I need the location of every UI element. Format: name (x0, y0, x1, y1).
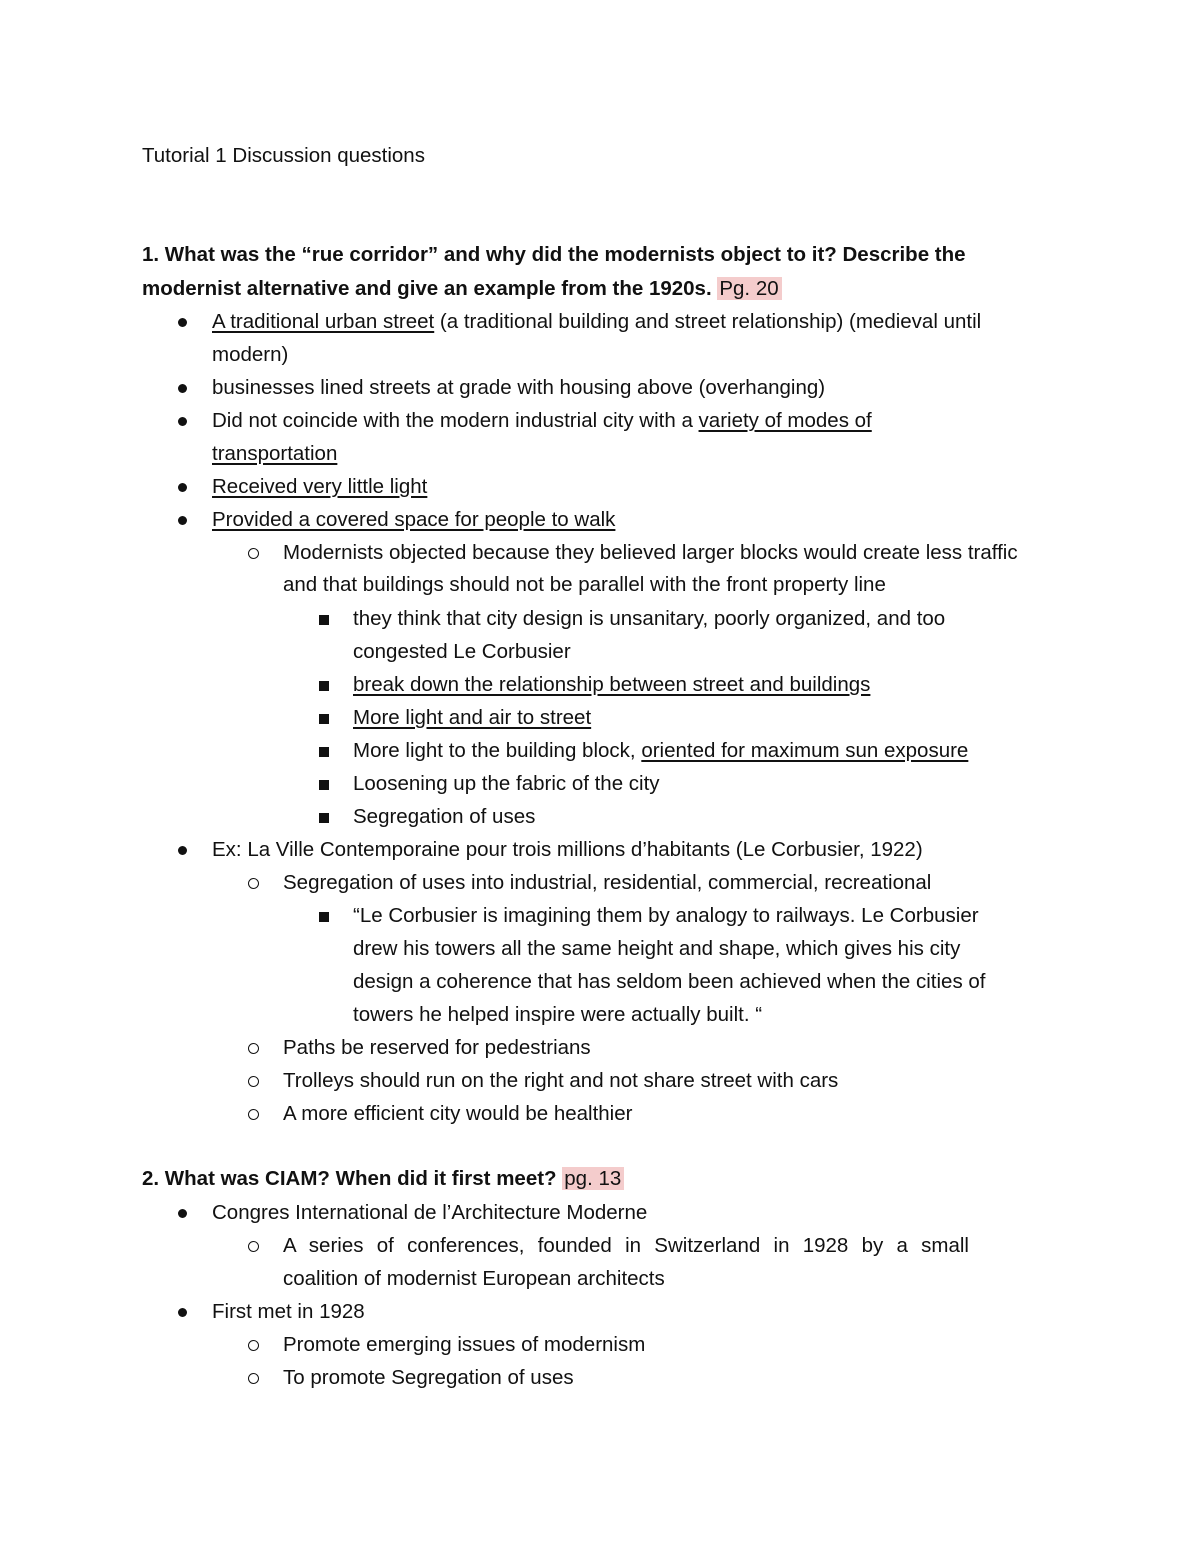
bullet-circle-icon (248, 548, 259, 559)
list-item: Ex: La Ville Contemporaine pour trois millions d’habitants (Le Corbusier, 1922) (212, 838, 923, 861)
question-1-page-ref: Pg. 20 (717, 277, 781, 300)
sub-sub-list-item: break down the relationship between street and buildings (353, 673, 871, 696)
bullet-square-icon (319, 714, 329, 724)
bullet-dot-icon (178, 516, 187, 525)
bullet-dot-icon (178, 483, 187, 492)
bullet-square-icon (319, 780, 329, 790)
list-item-text: Did not coincide with the modern industrial city with a (212, 409, 699, 432)
list-item-text: More light to the building block, (353, 739, 642, 762)
bullet-circle-icon (248, 1076, 259, 1087)
sub-sub-list-item: More light and air to street (353, 706, 592, 729)
sub-list-item: A more efficient city would be healthier (283, 1102, 633, 1125)
bullet-circle-icon (248, 1340, 259, 1351)
question-2-line-1 (142, 1165, 624, 1193)
document-title: Tutorial 1 Discussion questions (142, 144, 425, 167)
quote-line-2: drew his towers all the same height and shape, which gives his city (353, 937, 961, 960)
list-item: Provided a covered space for people to walk (212, 508, 616, 531)
list-item-continuation: transportation (212, 442, 338, 465)
bullet-circle-icon (248, 1043, 259, 1054)
bullet-square-icon (319, 681, 329, 691)
sub-sub-list-item: they think that city design is unsanitary, poorly organized, and too (353, 607, 946, 630)
bullet-dot-icon (178, 1308, 187, 1317)
question-2-page-ref: pg. 13 (562, 1167, 624, 1190)
underlined-text: oriented for maximum sun exposure (641, 739, 969, 762)
bullet-circle-icon (248, 1109, 259, 1120)
sub-list-item: Trolleys should run on the right and not share street with cars (283, 1069, 839, 1092)
sub-list-item-continuation: coalition of modernist European architects (283, 1267, 665, 1290)
bullet-circle-icon (248, 1241, 259, 1252)
underlined-text: A traditional urban street (212, 310, 435, 333)
list-item: Congres International de l’Architecture Moderne (212, 1201, 648, 1224)
list-item-continuation: modern) (212, 343, 289, 366)
bullet-square-icon (319, 813, 329, 823)
bullet-square-icon (319, 615, 329, 625)
sub-sub-list-item-continuation: congested Le Corbusier (353, 640, 571, 663)
bullet-dot-icon (178, 1209, 187, 1218)
list-item: businesses lined streets at grade with housing above (overhanging) (212, 376, 826, 399)
sub-list-item: Promote emerging issues of modernism (283, 1333, 646, 1356)
bullet-dot-icon (178, 417, 187, 426)
sub-list-item: A series of conferences, founded in Switzerland in 1928 by a small (283, 1234, 969, 1257)
bullet-dot-icon (178, 384, 187, 393)
list-item (212, 308, 981, 336)
sub-list-item: Segregation of uses into industrial, residential, commercial, recreational (283, 871, 932, 894)
quote-line-1: “Le Corbusier is imagining them by analogy to railways. Le Corbusier (353, 904, 979, 927)
list-item: First met in 1928 (212, 1300, 365, 1323)
bullet-dot-icon (178, 846, 187, 855)
sub-sub-list-item: Loosening up the fabric of the city (353, 772, 660, 795)
question-1-line-2 (142, 275, 782, 303)
bullet-circle-icon (248, 878, 259, 889)
sub-list-item: Modernists objected because they believed larger blocks would create less traffic (283, 541, 1018, 564)
question-1-line-1: 1. What was the “rue corridor” and why did the modernists object to it? Describe the (142, 243, 966, 266)
sub-list-item-continuation: and that buildings should not be parallel with the front property line (283, 573, 886, 596)
sub-list-item: Paths be reserved for pedestrians (283, 1036, 591, 1059)
sub-sub-list-item (353, 737, 968, 765)
question-2-text: 2. What was CIAM? When did it first meet? (142, 1167, 557, 1190)
quote-line-3: design a coherence that has seldom been achieved when the cities of (353, 970, 986, 993)
bullet-circle-icon (248, 1373, 259, 1384)
bullet-square-icon (319, 912, 329, 922)
list-item (212, 407, 872, 435)
underlined-text: variety of modes of (698, 409, 872, 432)
bullet-dot-icon (178, 318, 187, 327)
list-item: Received very little light (212, 475, 428, 498)
question-1-text: modernist alternative and give an example from the 1920s. (142, 277, 712, 300)
sub-sub-list-item: Segregation of uses (353, 805, 536, 828)
sub-list-item: To promote Segregation of uses (283, 1366, 574, 1389)
list-item-text: (a traditional building and street relationship) (medieval until (434, 310, 982, 333)
bullet-square-icon (319, 747, 329, 757)
quote-line-4: towers he helped inspire were actually built. “ (353, 1003, 763, 1026)
